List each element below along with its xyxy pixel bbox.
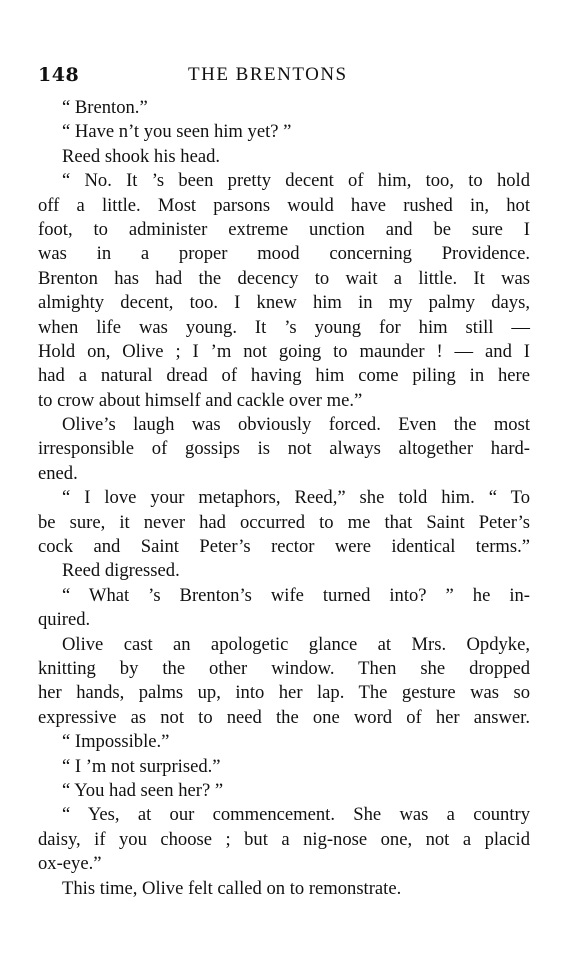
text-line: “ No. It ’s been pretty decent of him, too, to hold <box>62 170 530 192</box>
text-line: had a natural dread of having him come piling in here <box>38 365 530 387</box>
text-line: knitting by the other window. Then she dropped <box>38 657 530 679</box>
text-line: irresponsible of gossips is not always altogether hard- <box>38 438 530 460</box>
text-line: “ I ’m not surprised.” <box>62 755 221 777</box>
text-line: This time, Olive felt called on to remonstrate. <box>62 877 402 899</box>
text-line: Brenton has had the decency to wait a little. It was <box>38 267 530 289</box>
page-number: 148 <box>38 64 80 86</box>
text-line: “ Brenton.” <box>62 97 148 118</box>
text-line: Hold on, Olive ; I ’m not going to maunder ! — and I <box>38 340 530 362</box>
page-header <box>38 64 538 92</box>
body-text <box>38 96 530 901</box>
text-line: off a little. Most parsons would have rushed in, hot <box>38 194 530 216</box>
text-line: almighty decent, too. I knew him in my palmy days, <box>38 292 530 314</box>
text-line: ox-eye.” <box>38 853 102 875</box>
text-line: when life was young. It ’s young for him still — <box>38 316 530 338</box>
text-line: “ I love your metaphors, Reed,” she told him. “ To <box>62 487 530 509</box>
text-line: foot, to administer extreme unction and be sure I <box>38 218 530 240</box>
text-line: ened. <box>38 462 78 484</box>
text-line: “ You had seen her? ” <box>62 779 224 801</box>
text-line: Olive cast an apologetic glance at Mrs. Opdyke, <box>62 633 530 655</box>
text-line: “ Have n’t you seen him yet? ” <box>62 121 292 143</box>
text-line: Olive’s laugh was obviously forced. Even the most <box>62 414 530 436</box>
text-line: Reed shook his head. <box>62 145 221 167</box>
running-title: THE BRENTONS <box>188 64 348 85</box>
text-line: to crow about himself and cackle over me.” <box>38 389 363 411</box>
text-line: cock and Saint Peter’s rector were identical terms.” <box>38 536 530 558</box>
text-line: “ Yes, at our commencement. She was a country <box>62 804 530 826</box>
text-line: be sure, it never had occurred to me that Saint Peter’s <box>38 511 530 533</box>
text-line: her hands, palms up, into her lap. The gesture was so <box>38 682 530 704</box>
text-line: Reed digressed. <box>62 560 180 582</box>
text-line: “ Impossible.” <box>62 731 170 753</box>
text-line: quired. <box>38 609 91 631</box>
text-line: daisy, if you choose ; but a nig-nose one, not a placid <box>38 828 530 850</box>
text-line: expressive as not to need the one word of her answer. <box>38 706 530 728</box>
text-line: “ What ’s Brenton’s wife turned into? ” he in- <box>62 584 530 606</box>
text-line: was in a proper mood concerning Providence. <box>38 243 530 265</box>
